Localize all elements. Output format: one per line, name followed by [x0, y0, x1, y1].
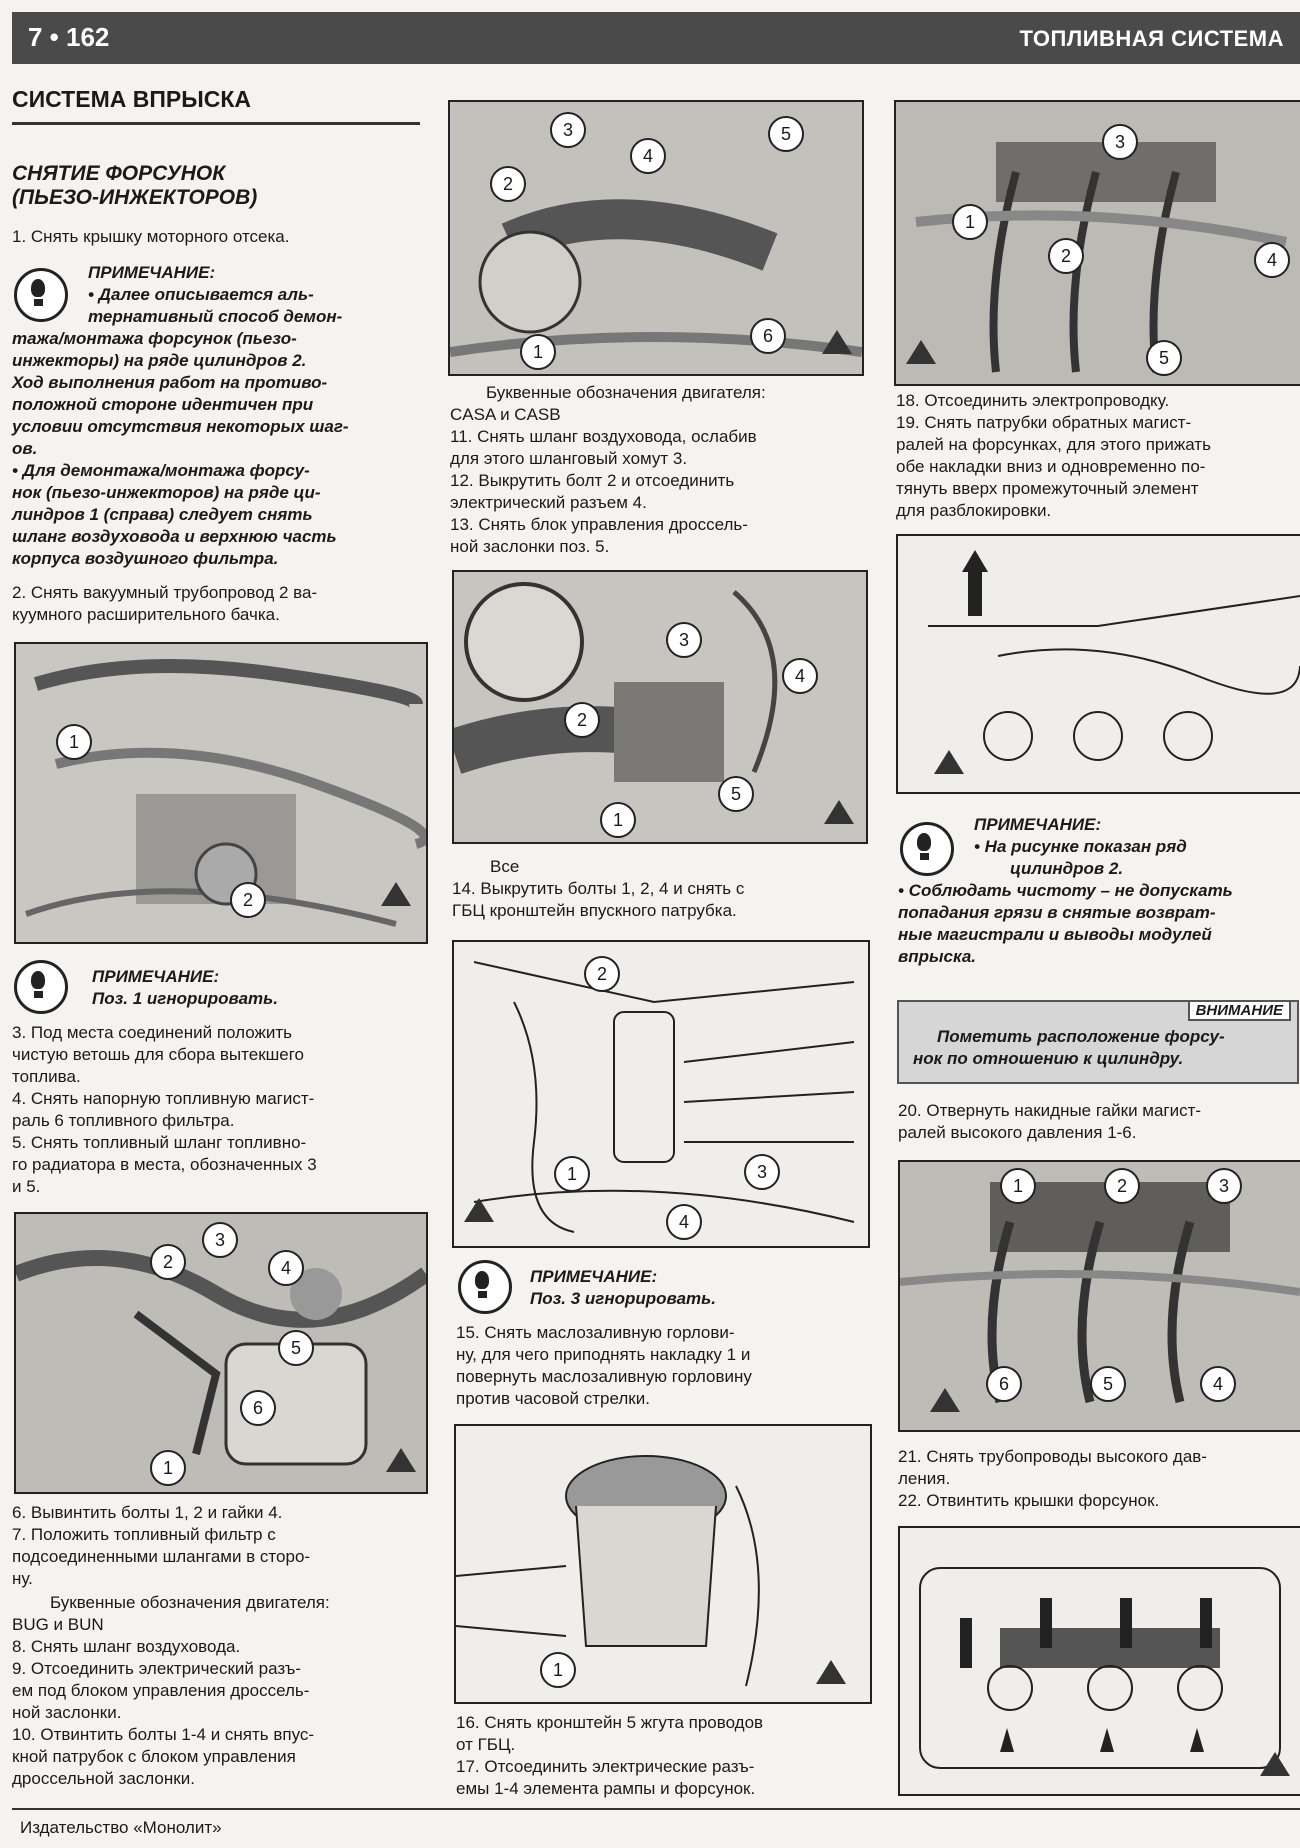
step-5: и 5.: [12, 1177, 41, 1196]
step-15: ну, для чего приподнять накладку 1 и: [456, 1345, 751, 1364]
callout-5: 5: [1146, 340, 1182, 376]
note-text: тажа/монтажа форсунок (пьезо-: [12, 329, 297, 348]
figure-drawing: [896, 102, 1300, 384]
engine-codes: BUG и BUN: [12, 1615, 104, 1634]
step-10: дроссельной заслонки.: [12, 1769, 195, 1788]
warning-text: Пометить расположение форсу-: [937, 1027, 1225, 1046]
callout-2: 2: [584, 956, 620, 992]
callout-5: 5: [1090, 1366, 1126, 1402]
callout-3: 3: [1206, 1168, 1242, 1204]
figure-return-lines: [896, 534, 1300, 794]
step-17: 17. Отсоединить электрические разъ-: [456, 1757, 755, 1776]
subsection-title-2: (ПЬЕЗО-ИНЖЕКТОРОВ): [12, 186, 258, 209]
step-22: 22. Отвинтить крышки форсунок.: [898, 1491, 1160, 1510]
callout-6: 6: [240, 1390, 276, 1426]
engine-codes: Буквенные обозначения двигателя:: [486, 383, 766, 402]
note-text: нок (пьезо-инжекторов) на ряде ци-: [12, 483, 321, 502]
step-19: 19. Снять патрубки обратных магист-: [896, 413, 1192, 432]
figure-drawing: [16, 644, 426, 942]
figure-drawing: [900, 1528, 1300, 1794]
step-15: против часовой стрелки.: [456, 1389, 650, 1408]
note-text: тернативный способ демон-: [88, 307, 343, 326]
figure-injector-caps: [898, 1526, 1300, 1796]
callout-4: 4: [1254, 242, 1290, 278]
figure-drawing: [456, 1426, 870, 1702]
page-header: [12, 12, 1300, 64]
callout-4: 4: [268, 1250, 304, 1286]
step-15: повернуть маслозаливную горловину: [456, 1367, 752, 1386]
engine-codes: CASA и CASB: [450, 405, 561, 424]
engine-codes-all: Все: [490, 857, 520, 876]
callout-1: 1: [150, 1450, 186, 1486]
callout-1: 1: [540, 1652, 576, 1688]
callout-4: 4: [630, 138, 666, 174]
note-text: цилиндров 2.: [1010, 859, 1124, 878]
step-9: ем под блоком управления дроссель-: [12, 1681, 310, 1700]
step-4: 4. Снять напорную топливную магист-: [12, 1089, 315, 1108]
figure-high-pressure-lines: [898, 1160, 1300, 1432]
step-9: ной заслонки.: [12, 1703, 122, 1722]
note-text: линдров 1 (справа) следует снять: [12, 505, 313, 524]
note-text: впрыска.: [898, 947, 977, 966]
step-21: ления.: [898, 1469, 951, 1488]
step-19: для разблокировки.: [896, 501, 1052, 520]
note-lightbulb-icon: [14, 960, 68, 1014]
step-3: чистую ветошь для сбора вытекшего: [12, 1045, 305, 1064]
note-lightbulb-icon: [458, 1260, 512, 1314]
note-text: Поз. 1 игнорировать.: [92, 989, 278, 1008]
step-9: 9. Отсоединить электрический разъ-: [12, 1659, 302, 1678]
step-7: ну.: [12, 1569, 33, 1588]
callout-4: 4: [666, 1204, 702, 1240]
callout-1: 1: [1000, 1168, 1036, 1204]
note-title: ПРИМЕЧАНИЕ:: [974, 815, 1102, 834]
note-text: ов.: [12, 439, 38, 458]
callout-3: 3: [202, 1222, 238, 1258]
step-1: 1. Снять крышку моторного отсека.: [12, 227, 290, 246]
step-20: 20. Отвернуть накидные гайки магист-: [898, 1101, 1202, 1120]
figure-oil-filler: [454, 1424, 872, 1704]
figure-drawing: [454, 942, 868, 1246]
figure-drawing: [898, 536, 1300, 792]
callout-3: 3: [744, 1154, 780, 1190]
step-10: 10. Отвинтить болты 1-4 и снять впус-: [12, 1725, 315, 1744]
callout-5: 5: [278, 1330, 314, 1366]
step-21: 21. Снять трубопроводы высокого дав-: [898, 1447, 1207, 1466]
step-2: куумного расширительного бачка.: [12, 605, 280, 624]
step-20: ралей высокого давления 1-6.: [898, 1123, 1137, 1142]
footer-rule: [12, 1808, 1300, 1810]
step-11: для этого шланговый хомут 3.: [450, 449, 688, 468]
note-text: положной стороне идентичен при: [12, 395, 314, 414]
note-text: инжекторы) на ряде цилиндров 2.: [12, 351, 307, 370]
step-3: топлива.: [12, 1067, 81, 1086]
callout-4: 4: [1200, 1366, 1236, 1402]
figure-air-duct: [448, 100, 864, 376]
step-19: обе накладки вниз и одновременно по-: [896, 457, 1206, 476]
section-title: СИСТЕМА ВПРЫСКА: [12, 86, 251, 112]
step-4: раль 6 топливного фильтра.: [12, 1111, 235, 1130]
step-6: 6. Вывинтить болты 1, 2 и гайки 4.: [12, 1503, 283, 1522]
engine-codes: Буквенные обозначения двигателя:: [50, 1593, 330, 1612]
step-7: подсоединенными шлангами в сторо-: [12, 1547, 311, 1566]
callout-5: 5: [768, 116, 804, 152]
callout-1: 1: [600, 802, 636, 838]
publisher-footer: Издательство «Монолит»: [20, 1818, 222, 1837]
note-text: корпуса воздушного фильтра.: [12, 549, 279, 568]
note-title: ПРИМЕЧАНИЕ:: [530, 1267, 658, 1286]
step-3: 3. Под места соединений положить: [12, 1023, 293, 1042]
callout-6: 6: [750, 318, 786, 354]
step-8: 8. Снять шланг воздуховода.: [12, 1637, 241, 1656]
section-underline: [12, 122, 420, 125]
note-title: ПРИМЕЧАНИЕ:: [92, 967, 220, 986]
step-12: электрический разъем 4.: [450, 493, 647, 512]
callout-3: 3: [1102, 124, 1138, 160]
subsection-title-1: СНЯТИЕ ФОРСУНОК: [12, 162, 226, 185]
note-text: • На рисунке показан ряд: [974, 837, 1187, 856]
step-14: ГБЦ кронштейн впускного патрубка.: [452, 901, 737, 920]
note-text: условии отсутствия некоторых шаг-: [12, 417, 349, 436]
callout-3: 3: [550, 112, 586, 148]
step-18: 18. Отсоединить электропроводку.: [896, 391, 1170, 410]
step-12: 12. Выкрутить болт 2 и отсоединить: [450, 471, 735, 490]
note-text: • Соблюдать чистоту – не допускать: [898, 881, 1233, 900]
callout-1: 1: [520, 334, 556, 370]
warning-label: ВНИМАНИЕ: [1188, 1000, 1291, 1021]
callout-1: 1: [554, 1156, 590, 1192]
callout-2: 2: [150, 1244, 186, 1280]
step-5: 5. Снять топливный шланг топливно-: [12, 1133, 307, 1152]
step-5: го радиатора в места, обозначенных 3: [12, 1155, 317, 1174]
callout-2: 2: [230, 882, 266, 918]
figure-fuel-filter: [14, 1212, 428, 1494]
callout-1: 1: [952, 204, 988, 240]
note-text: Ход выполнения работ на противо-: [12, 373, 328, 392]
step-16: от ГБЦ.: [456, 1735, 516, 1754]
page-number: 7 • 162: [28, 22, 110, 52]
callout-2: 2: [1048, 238, 1084, 274]
callout-2: 2: [1104, 1168, 1140, 1204]
callout-5: 5: [718, 776, 754, 812]
figure-engine-vacuum-line: [14, 642, 428, 944]
callout-1: 1: [56, 724, 92, 760]
note-text: шланг воздуховода и верхнюю часть: [12, 527, 337, 546]
step-16: 16. Снять кронштейн 5 жгута проводов: [456, 1713, 764, 1732]
step-11: 11. Снять шланг воздуховода, ослабив: [450, 427, 757, 446]
figure-injector-wiring: [894, 100, 1300, 386]
note-text: • Для демонтажа/монтажа форсу-: [12, 461, 310, 480]
step-19: ралей на форсунках, для этого прижать: [896, 435, 1211, 454]
note-text: Поз. 3 игнорировать.: [530, 1289, 716, 1308]
note-title: ПРИМЕЧАНИЕ:: [88, 263, 216, 282]
note-text: попадания грязи в снятые возврат-: [898, 903, 1216, 922]
step-15: 15. Снять маслозаливную горлови-: [456, 1323, 735, 1342]
callout-2: 2: [490, 166, 526, 202]
step-19: тянуть вверх промежуточный элемент: [896, 479, 1199, 498]
callout-2: 2: [564, 702, 600, 738]
step-2: 2. Снять вакуумный трубопровод 2 ва-: [12, 583, 318, 602]
callout-6: 6: [986, 1366, 1022, 1402]
note-lightbulb-icon: [14, 268, 68, 322]
note-text: • Далее описывается аль-: [88, 285, 314, 304]
callout-3: 3: [666, 622, 702, 658]
figure-intake-bracket: [452, 940, 870, 1248]
note-lightbulb-icon: [900, 822, 954, 876]
step-14: 14. Выкрутить болты 1, 2, 4 и снять с: [452, 879, 745, 898]
step-13: 13. Снять блок управления дроссель-: [450, 515, 748, 534]
figure-throttle-unit: [452, 570, 868, 844]
warning-box: [897, 1000, 1299, 1084]
callout-4: 4: [782, 658, 818, 694]
section-name: ТОПЛИВНАЯ СИСТЕМА: [1019, 26, 1284, 51]
step-13: ной заслонки поз. 5.: [450, 537, 610, 556]
step-10: кной патрубок с блоком управления: [12, 1747, 296, 1766]
step-17: емы 1-4 элемента рампы и форсунок.: [456, 1779, 756, 1798]
figure-drawing: [454, 572, 866, 842]
step-7: 7. Положить топливный фильтр с: [12, 1525, 276, 1544]
warning-text: нок по отношению к цилиндру.: [913, 1049, 1184, 1068]
note-text: ные магистрали и выводы модулей: [898, 925, 1212, 944]
